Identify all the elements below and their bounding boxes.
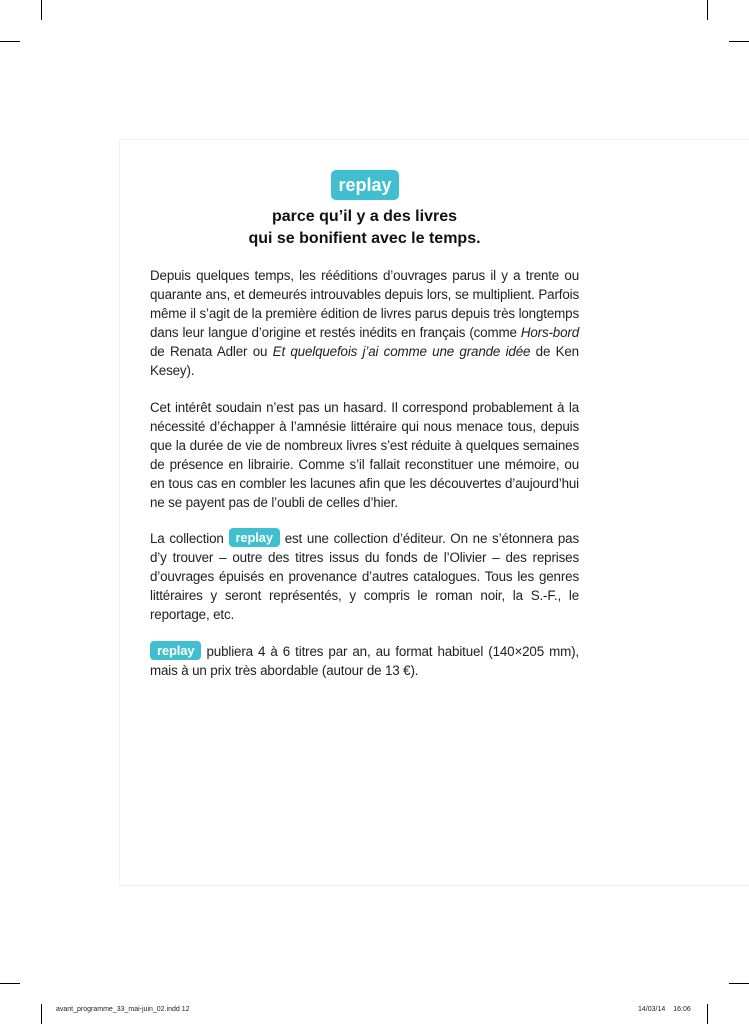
paragraph-text: Depuis quelques temps, les rééditions d’ouvrages parus il y a trente ou quarante ans, et demeurés introuvables depuis lors, se multiplient. Parfois même il s’agit de la première édition de livres parus depuis très longtemps dans leur langue d’origine et restés inédits en français (comme <box>150 268 579 340</box>
crop-mark <box>41 1004 42 1024</box>
paragraph-context: Cet intérêt soudain n’est pas un hasard. Il correspond probablement à la nécessité d’échapper à l’amnésie littéraire qui nous menace tous, depuis que la durée de vie de nombreux livres s’est réduite à quelques semaines de présence en librairie. Comme s’il fallait reconstituer une mémoire, ou en tous cas en combler les lacunes afin que les découvertes d’aujourd’hui ne se payent pas de l’oubli de celles d’hier. <box>150 400 579 510</box>
paragraph-text: de Renata Adler ou <box>150 344 273 359</box>
paragraph-format <box>150 642 579 680</box>
paragraph-text: de Ken Kesey). <box>150 344 579 378</box>
crop-mark <box>0 983 20 984</box>
crop-mark <box>41 0 42 20</box>
paragraph-text: est une collection d’éditeur. On ne s’étonnera pas d’y trouver – outre des titres issus du fonds de l’Olivier – des reprises d’ouvrages épuisés en provenance d’autres catalogues. Tous les genres littéraires y seront représentés, y compris le roman noir, la S.-F., le reportage, etc. <box>150 531 580 622</box>
footer-time: 16:06 <box>673 1006 691 1013</box>
crop-mark <box>0 41 20 42</box>
crop-mark <box>707 1004 708 1024</box>
page-panel <box>119 139 749 886</box>
title-line-2: qui se bonifient avec le temps. <box>248 230 481 247</box>
crop-mark <box>707 0 708 20</box>
paragraph-intro <box>150 266 579 380</box>
book-title: Et quelquefois j’ai comme une grande idée <box>272 344 531 359</box>
paragraph-text: La collection <box>150 531 229 546</box>
footer-date: 14/03/14 <box>638 1006 666 1013</box>
paragraph-collection <box>150 529 579 624</box>
replay-inline-logo: replay <box>150 641 201 660</box>
footer-timestamp <box>638 1006 691 1013</box>
footer-filename: avant_programme_33_mai-juin_02.indd 12 <box>56 1006 190 1013</box>
paragraph-text: publiera 4 à 6 titres par an, au format habituel (140×205 mm), mais à un prix très abordable (autour de 13 €). <box>150 644 579 678</box>
replay-inline-logo: replay <box>229 528 280 547</box>
crop-mark <box>729 41 749 42</box>
title-line-1: parce qu’il y a des livres <box>272 208 457 225</box>
crop-mark <box>729 983 749 984</box>
page-title <box>150 206 579 250</box>
book-title: Hors-bord <box>520 325 579 340</box>
replay-logo: replay <box>331 170 399 200</box>
